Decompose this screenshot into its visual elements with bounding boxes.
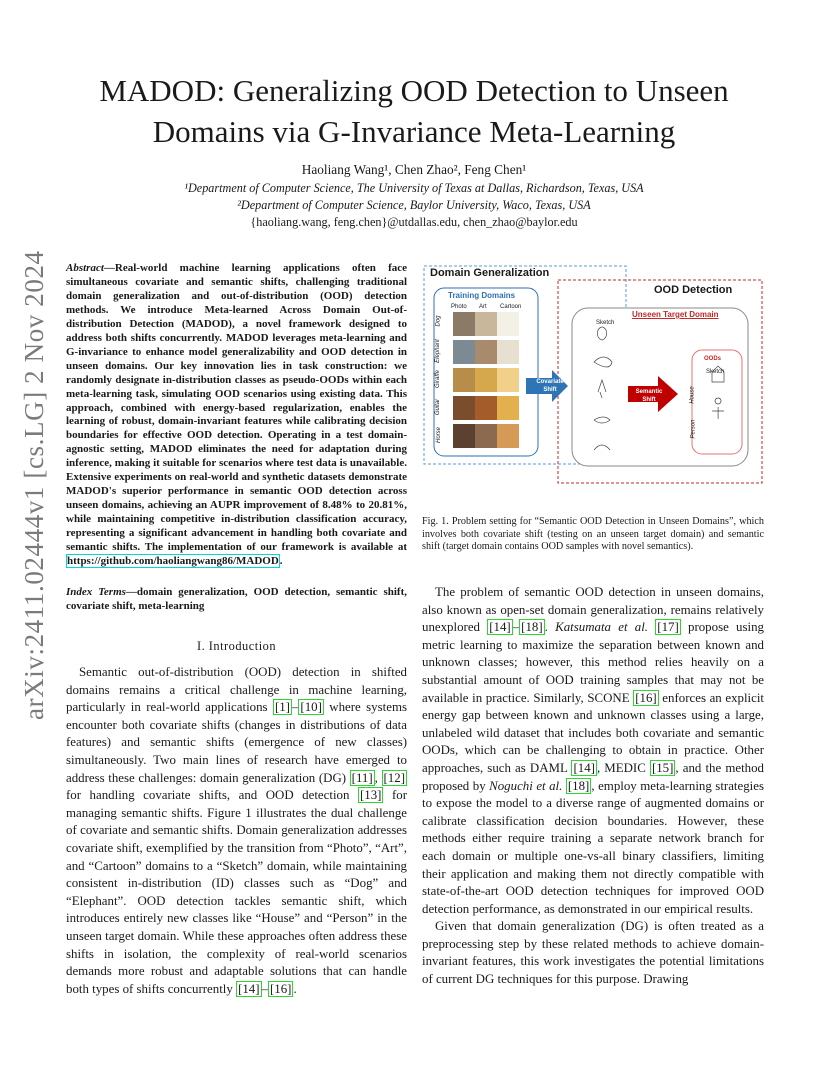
citation-link[interactable]: [14] — [573, 760, 595, 775]
figure-1 — [422, 264, 764, 486]
abstract-label: Abstract — [66, 262, 104, 274]
citation-link[interactable]: [16] — [635, 690, 657, 705]
row-label-elephant: Elephant — [434, 339, 441, 363]
citation-link[interactable]: [18] — [567, 778, 590, 793]
semantic-shift-label: Semantic Shift — [635, 389, 663, 403]
citation-link[interactable]: [14] — [489, 620, 511, 635]
section-heading: I. Introduction — [196, 639, 277, 653]
paper-title: MADOD: Generalizing OOD Detection to Unseen Domains via G-Invariance Meta-Learning — [99, 73, 729, 149]
code-link[interactable]: https://github.com/haoliangwang86/MADOD — [67, 555, 279, 568]
oods-sketch-label: Sketch — [706, 369, 725, 375]
citation-link[interactable]: [12] — [383, 770, 405, 785]
row-label-guitar: Guitar — [435, 398, 442, 416]
ood-row-house: House — [689, 386, 696, 404]
training-domains-label: Training Domains — [448, 291, 516, 300]
related-work-paragraph: The problem of semantic OOD detection in unseen domains, also known as open-set domain generalization, remains relatively unexplored [14] – [18] . Katsumata et al. [17] propose using metric learning to maximize the separation between known and unknown classes; however, this method relies heavily on a substantial amount of OOD training samples that may not be available in practice. Similarly, SCONE [16] enforces an explicit energy gap between known and unknown classes using a large, unlabeled wild dataset that includes both covariate and semantic OODs, which can be challenging to obtain in practice. Other approaches, such as DAML [14] , MEDIC [15] , and the method proposed by Noguchi et al. [18] , employ meta-learning strategies to expose the model to a diverse range of augmented domains or calibrate classification decision boundaries. However, these methods either require training a separate network branch for each domain or multiple one-vs-all binary classifiers, limiting their application and making them not directly compatible with state-of-the-art OOD detection techniques for improved OOD detection performance, as demonstrated in our empirical results. — [422, 585, 765, 916]
sketch-label: Sketch — [596, 320, 615, 326]
covariate-shift-label: Covariate Shift — [536, 379, 564, 393]
domain-label-art: Art — [479, 304, 487, 310]
row-label-horse: Horse — [436, 426, 443, 444]
index-terms-body: —domain generalization, OOD detection, semantic shift, covariate shift, meta-learning — [66, 586, 407, 612]
oods-label: OODs — [704, 356, 722, 362]
intro-paragraph: Semantic out-of-distribution (OOD) detection in shifted domains remains a critical challenge in machine learning, particularly in real-world applications [1] – [10] where systems encounter both covariate shifts (changes in distributions of data features) and semantic shifts (emergence of new classes) simultaneously. Two main lines of research have emerged to address these challenges: domain generalization (DG) [11] , [12] for handling covariate shifts, and OOD detection [13] for managing semantic shifts. Figure 1 illustrates the dual challenge of covariate and semantic shifts. Domain generalization addresses covariate shift, exemplified by the transition from “Photo”, “Art”, and “Cartoon” domains to a “Sketch” domain, while maintaining consistent in-distribution (ID) classes such as “Dog” and “Elephant”. OOD detection tackles semantic shift, which introduces entirely new classes like “House” and “Person” in the unseen target domain. While these approaches often address these shifts in isolation, the complexity of real-world scenarios demands more robust and adaptable solutions that can handle both types of shifts concurrently [14] – [16] . — [66, 665, 407, 996]
affiliation-1: ¹Department of Computer Science, The University of Texas at Dallas, Richardson, Texas, USA — [184, 181, 644, 195]
index-terms-label: Index Terms — [66, 586, 126, 598]
citation-link[interactable]: [10] — [300, 700, 322, 715]
abstract-body: —Real-world machine learning applications often face simultaneous covariate and semantic shifts, challenging traditional domain generalization and out-of-distribution (OOD) detection methods. We introduce Meta-learned Across Domain Out-of-distribution Detection (MADOD), a novel framework designed to address both shifts concurrently. MADOD leverages meta-learning and G-invariance to enhance model generalizability and OOD detection in unseen domains. Our key innovation lies in task construction: we randomly designate in-distribution classes as pseudo-OODs within each meta-learning task, simulating OOD scenarios using existing data. This approach, combined with energy-based regularization, enables the learning of robust, domain-invariant features while calibrating decision boundaries for effective OOD detection. Operating in a test domain-agnostic setting, MADOD eliminates the need for adaptation during inference, making it suitable for scenarios where test data is unavailable. Extensive experiments on real-world and synthetic datasets demonstrate MADOD's superior performance in semantic OOD detection across unseen domains, achieving an AUPR improvement of 8.48% to 20.81%, while maintaining competitive in-distribution classification accuracy, representing a significant advancement in handling both covariate and semantic shifts. The implementation of our framework is available at — [66, 262, 407, 554]
ood-title: OOD Detection — [654, 284, 733, 296]
citation-link[interactable]: [17] — [657, 620, 679, 635]
citation-link[interactable]: [16] — [270, 981, 292, 996]
author-emails: {haoliang.wang, feng.chen}@utdallas.edu, chen_zhao@baylor.edu — [250, 215, 578, 229]
citation-link[interactable]: [11] — [351, 770, 373, 785]
citation-link[interactable]: [14] — [238, 981, 260, 996]
row-label-dog: Dog — [435, 315, 442, 327]
citation-link[interactable]: [18] — [521, 620, 543, 635]
row-label-giraffe: Giraffe — [435, 369, 442, 389]
author-list: Haoliang Wang¹, Chen Zhao², Feng Chen¹ — [301, 162, 527, 177]
unseen-target-domain-label: Unseen Target Domain — [632, 310, 719, 319]
right-column-text — [422, 584, 764, 989]
domain-label-cartoon: Cartoon — [500, 304, 522, 310]
figure-caption: Fig. 1. Problem setting for “Semantic OOD Detection in Unseen Domains”, which involves both covariate shift (testing on an unseen target domain) and semantic shift (target domain contains OOD samples with novel semantics). — [422, 516, 764, 553]
abstract: Abstract—Real-world machine learning applications often face simultaneous covariate and semantic shifts, challenging traditional domain generalization and out-of-distribution (OOD) detection methods. We introduce Meta-learned Across Domain Out-of-distribution Detection (MADOD), a novel framework designed to address both shifts concurrently. MADOD leverages meta-learning and G-invariance to enhance model generalizability and OOD detection in unseen domains. Our key innovation lies in task construction: we randomly designate in-distribution classes as pseudo-OODs within each meta-learning task, simulating OOD scenarios using existing data. This approach, combined with energy-based regularization, enables the learning of robust, domain-invariant features while calibrating decision boundaries for effective OOD detection. Operating in a test domain-agnostic setting, MADOD eliminates the need for adaptation during inference, making it suitable for scenarios where test data is unavailable. Extensive experiments on real-world and synthetic datasets demonstrate MADOD's superior performance in semantic OOD detection across unseen domains, achieving an AUPR improvement of 8.48% to 20.81%, while maintaining competitive in-distribution classification accuracy, representing a significant advancement in handling both covariate and semantic shifts. The implementation of our framework is available at https://github.com/haoliangwang86/MADOD. — [66, 262, 407, 568]
citation-link[interactable]: [15] — [651, 760, 674, 775]
citation-link[interactable]: [13] — [359, 788, 382, 803]
citation-link[interactable]: [1] — [274, 700, 290, 715]
ood-row-person: Person — [690, 419, 697, 439]
dg-title: Domain Generalization — [430, 267, 550, 279]
affiliation-2: ²Department of Computer Science, Baylor University, Waco, Texas, USA — [237, 198, 591, 212]
arxiv-identifier: arXiv:2411.02444v1 [cs.LG] 2 Nov 2024 — [19, 250, 49, 720]
index-terms — [66, 586, 407, 614]
domain-label-photo: Photo — [451, 304, 467, 310]
dg-paragraph: Given that domain generalization (DG) is often treated as a preprocessing step by these related methods to achieve domain-invariant features, this work investigates the potential limitations of current DG techniques for this purpose. Drawing — [422, 919, 764, 987]
